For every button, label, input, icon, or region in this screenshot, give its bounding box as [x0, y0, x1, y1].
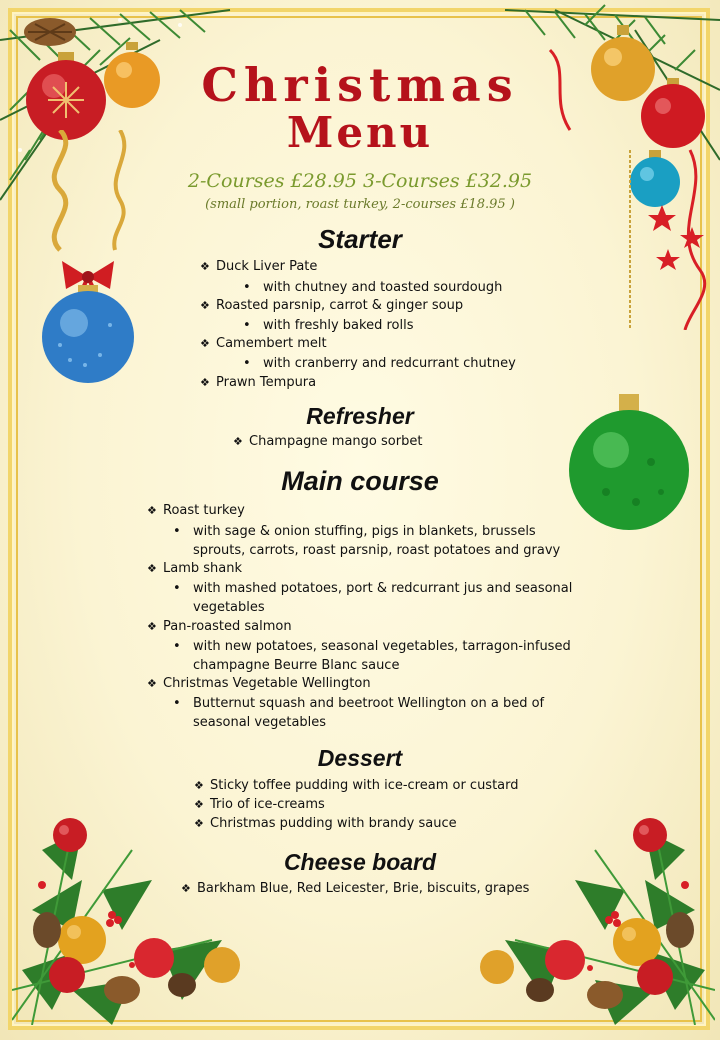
list-subitem: • with freshly baked rolls — [243, 318, 414, 333]
list-item: ❖ Camembert melt — [200, 336, 327, 351]
cheese-board-heading: Cheese board — [283, 849, 437, 875]
list-item: ❖ Lamb shank — [147, 561, 243, 576]
list-subitem: • with new potatoes, seasonal vegetables, tarragon-infused champagne Beurre Blanc sauce — [173, 639, 571, 673]
list-item: ❖ Trio of ice-creams — [194, 797, 325, 812]
dessert-heading: Dessert — [317, 745, 403, 771]
menu-title: Christmas — [201, 58, 519, 112]
list-item: ❖ Champagne mango sorbet — [233, 434, 423, 449]
holly-icon — [475, 790, 715, 1025]
main-course-heading: Main course — [281, 466, 439, 496]
list-item: ❖ Barkham Blue, Red Leicester, Brie, biscuits, grapes — [181, 881, 530, 896]
list-item: ❖ Roast turkey — [147, 503, 245, 518]
list-item: ❖ Prawn Tempura — [200, 375, 317, 390]
list-subitem: • Butternut squash and beetroot Wellington on a bed of seasonal vegetables — [173, 696, 545, 730]
list-item: ❖ Roasted parsnip, carrot & ginger soup — [200, 298, 464, 313]
list-subitem: • with chutney and toasted sourdough — [243, 280, 503, 295]
list-item: ❖ Pan-roasted salmon — [147, 619, 292, 634]
starter-heading: Starter — [318, 224, 402, 254]
price-note: (small portion, roast turkey, 2-courses £18.95 ) — [205, 197, 515, 212]
menu-subtitle: Menu — [286, 108, 434, 157]
list-item: ❖ Christmas pudding with brandy sauce — [194, 816, 457, 831]
list-subitem: • with mashed potatoes, port & redcurrant jus and seasonal vegetables — [173, 581, 573, 615]
refresher-heading: Refresher — [306, 403, 414, 429]
blue-bauble-icon — [30, 285, 145, 385]
list-item: ❖ Duck Liver Pate — [200, 259, 318, 274]
list-item: ❖ Christmas Vegetable Wellington — [147, 676, 371, 691]
pinecone-icon — [20, 12, 80, 52]
list-item: ❖ Sticky toffee pudding with ice-cream or custard — [194, 778, 519, 793]
list-subitem: • with cranberry and redcurrant chutney — [243, 356, 516, 371]
price-line: 2-Courses £28.95 3-Courses £32.95 — [187, 170, 533, 192]
list-subitem: • with sage & onion stuffing, pigs in blankets, brussels sprouts, carrots, roast parsnip, roast potatoes and gravy — [173, 524, 561, 558]
